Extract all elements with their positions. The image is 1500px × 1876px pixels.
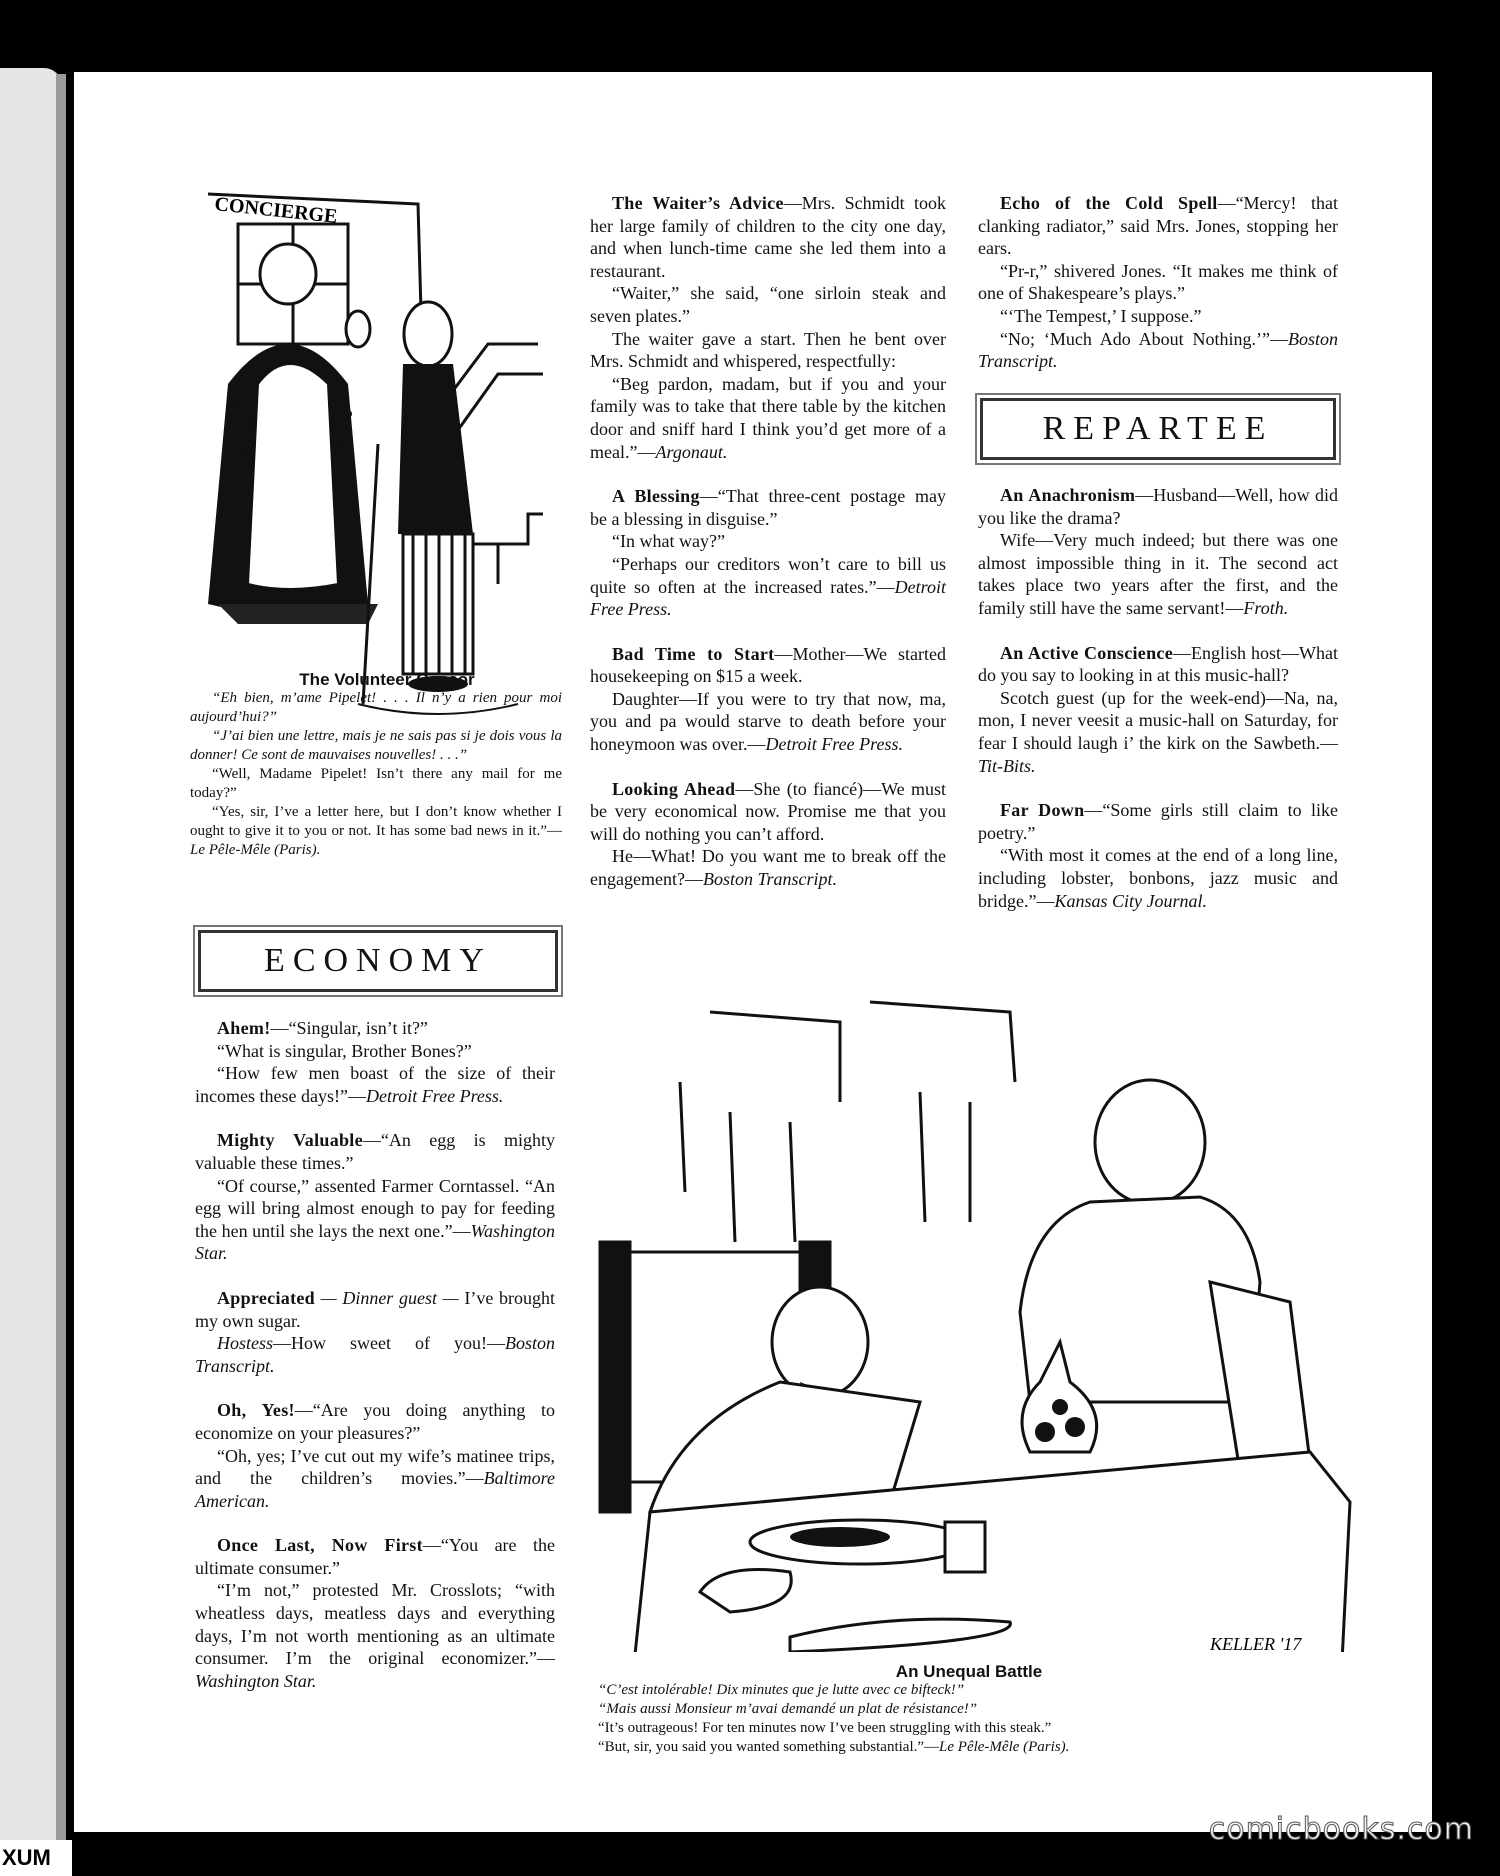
cartoon2-signature: KELLER '17 [1210, 1634, 1302, 1652]
joke-echo-line3: “‘The Tempest,’ I suppose.” [1000, 305, 1202, 326]
repartee-heading: REPARTEE [980, 398, 1336, 460]
joke-active-conscience: An Active Conscience—English host—What do you say to looking in at this music-hall? [978, 642, 1338, 686]
joke-ahem-line2: “What is singular, Brother Bones?” [217, 1040, 472, 1061]
cartoon1-caption [190, 670, 562, 860]
joke-a-blessing-line3: “Perhaps our creditors won’t care to bill us quite so often at the increased rates.”—Detroit Free Press. [590, 553, 946, 620]
joke-oh-yes-line2: “Oh, yes; I’ve cut out my wife’s matinee trips, and the children’s movies.”—Baltimore American. [195, 1445, 555, 1511]
cartoon1-french-1: “Eh bien, m’ame Pipelet! . . . Il n’y a rien pour moi aujourd’hui?” [190, 690, 562, 725]
cartoon2-caption [598, 1662, 1318, 1757]
cartoon1-title: The Volunteer Censor [299, 670, 475, 689]
site-watermark: comicbooks.com [1208, 1812, 1474, 1847]
joke-bad-time: Bad Time to Start—Mother—We started housekeeping on $15 a week. [590, 643, 946, 687]
concierge-cartoon [198, 184, 548, 724]
joke-oh-yes: Oh, Yes!—“Are you doing anything to economize on your pleasures?” [195, 1400, 555, 1443]
joke-ahem-line3: “How few men boast of the size of their incomes these days!”—Detroit Free Press. [195, 1063, 555, 1106]
cartoon1-source: Le Pêle-Mêle (Paris). [190, 842, 321, 858]
restaurant-cartoon [590, 982, 1370, 1652]
economy-heading: ECONOMY [198, 930, 558, 992]
cartoon2-french-1: “C’est intolérable! Dix minutes que je lutte avec ce bifteck!” [598, 1682, 965, 1698]
joke-anachronism-line2: Wife—Very much indeed; but there was one almost impossible thing in it. The second act takes place two years after the first, and the family still have the same servant!—Froth. [978, 530, 1338, 618]
cartoon2-english-2: “But, sir, you said you wanted something substantial.”—Le Pêle-Mêle (Paris). [598, 1739, 1070, 1755]
left-page-edge [0, 68, 62, 1876]
cartoon2-title: An Unequal Battle [895, 1662, 1043, 1681]
joke-waiters-advice-line3: The waiter gave a start. Then he bent over Mrs. Schmidt and whispered, respectfully: [590, 328, 946, 372]
joke-waiters-advice-line4: “Beg pardon, madam, but if you and your family was to take that there table by the kitchen door and sniff hard I think you’d get more of a meal.”—Argonaut. [590, 373, 946, 462]
joke-waiters-advice-line2: “Waiter,” she said, “one sirloin steak and seven plates.” [590, 283, 946, 326]
magazine-page [74, 72, 1432, 1832]
cartoon1-english-2: “Yes, sir, I’ve a letter here, but I don’t know whether I ought to give it to you or not. It has some bad news in it.”—Le Pêle-Mêle (Paris). [190, 804, 562, 858]
joke-once-last: Once Last, Now First—“You are the ultimate consumer.” [195, 1535, 555, 1578]
corner-label: XUM [0, 1840, 72, 1876]
joke-a-blessing-line2: “In what way?” [612, 531, 725, 552]
joke-echo-line2: “Pr-r,” shivered Jones. “It makes me think of one of Shakespeare’s plays.” [978, 260, 1338, 304]
joke-appreciated-line2: Hostess—How sweet of you!—Boston Transcript. [195, 1333, 555, 1376]
joke-once-last-line2: “I’m not,” protested Mr. Crosslots; “with wheatless days, meatless days and everything days, I’m not worth mentioning as an ultimate consumer. I’m the original economizer.”—Washington Star. [195, 1580, 555, 1691]
joke-mighty-valuable: Mighty Valuable—“An egg is mighty valuable these times.” [195, 1130, 555, 1173]
middle-column [590, 192, 946, 891]
joke-active-conscience-line2: Scotch guest (up for the week-end)—Na, na, mon, I never veesit a music-hall on Saturday, for fear I should laugh i’ the kirk on the Sawbeth.—Tit-Bits. [978, 687, 1338, 776]
joke-looking-ahead-line2: He—What! Do you want me to break off the engagement?—Boston Transcript. [590, 846, 946, 890]
joke-far-down-line2: “With most it comes at the end of a long line, including lobster, bonbons, jazz music and bridge.”—Kansas City Journal. [978, 845, 1338, 911]
joke-looking-ahead: Looking Ahead—She (to fiancé)—We must be very economical now. Promise me that you will do nothing you can’t afford. [590, 778, 946, 844]
concierge-sign: CONCIERGE [213, 193, 339, 228]
right-column-repartee [978, 484, 1338, 912]
joke-a-blessing: A Blessing—“That three-cent postage may be a blessing in disguise.” [590, 486, 946, 529]
cartoon1-english-1: “Well, Madame Pipelet! Isn’t there any mail for me today?” [190, 766, 562, 801]
joke-echo-line4: “No; ‘Much Ado About Nothing.’”—Boston Transcript. [978, 328, 1338, 372]
joke-mighty-valuable-line2: “Of course,” assented Farmer Corntassel. “An egg will bring almost enough to pay for feeding the hen until she lays the next one.”—Washington Star. [195, 1175, 555, 1264]
joke-bad-time-line2: Daughter—If you were to try that now, ma, you and pa would starve to death before your honeymoon was over.—Detroit Free Press. [590, 688, 946, 755]
left-page-shadow [56, 74, 66, 1864]
joke-waiters-advice: The Waiter’s Advice—Mrs. Schmidt took her large family of children to the city one day, and when lunch-time came she led them into a restaurant. [590, 193, 946, 281]
joke-ahem: Ahem!—“Singular, isn’t it?” [217, 1018, 428, 1038]
joke-far-down: Far Down—“Some girls still claim to like poetry.” [978, 800, 1338, 843]
right-column-top [978, 192, 1338, 373]
cartoon2-source: Le Pêle-Mêle (Paris). [939, 1739, 1070, 1755]
cartoon2-french-2: “Mais aussi Monsieur m’avai demandé un plat de résistance!” [598, 1701, 978, 1717]
joke-appreciated: Appreciated — Dinner guest — I’ve brought my own sugar. [195, 1287, 555, 1331]
economy-column [195, 1017, 555, 1692]
joke-anachronism: An Anachronism—Husband—Well, how did you like the drama? [978, 485, 1338, 528]
cartoon2-english-1: “It’s outrageous! For ten minutes now I’ve been struggling with this steak.” [598, 1720, 1052, 1736]
joke-echo-cold-spell: Echo of the Cold Spell—“Mercy! that clanking radiator,” said Mrs. Jones, stopping her ears. [978, 193, 1338, 259]
cartoon1-french-2: “J’ai bien une lettre, mais je ne sais pas si je dois vous la donner! Ce sont de mauvaises nouvelles! . . .” [190, 728, 562, 763]
